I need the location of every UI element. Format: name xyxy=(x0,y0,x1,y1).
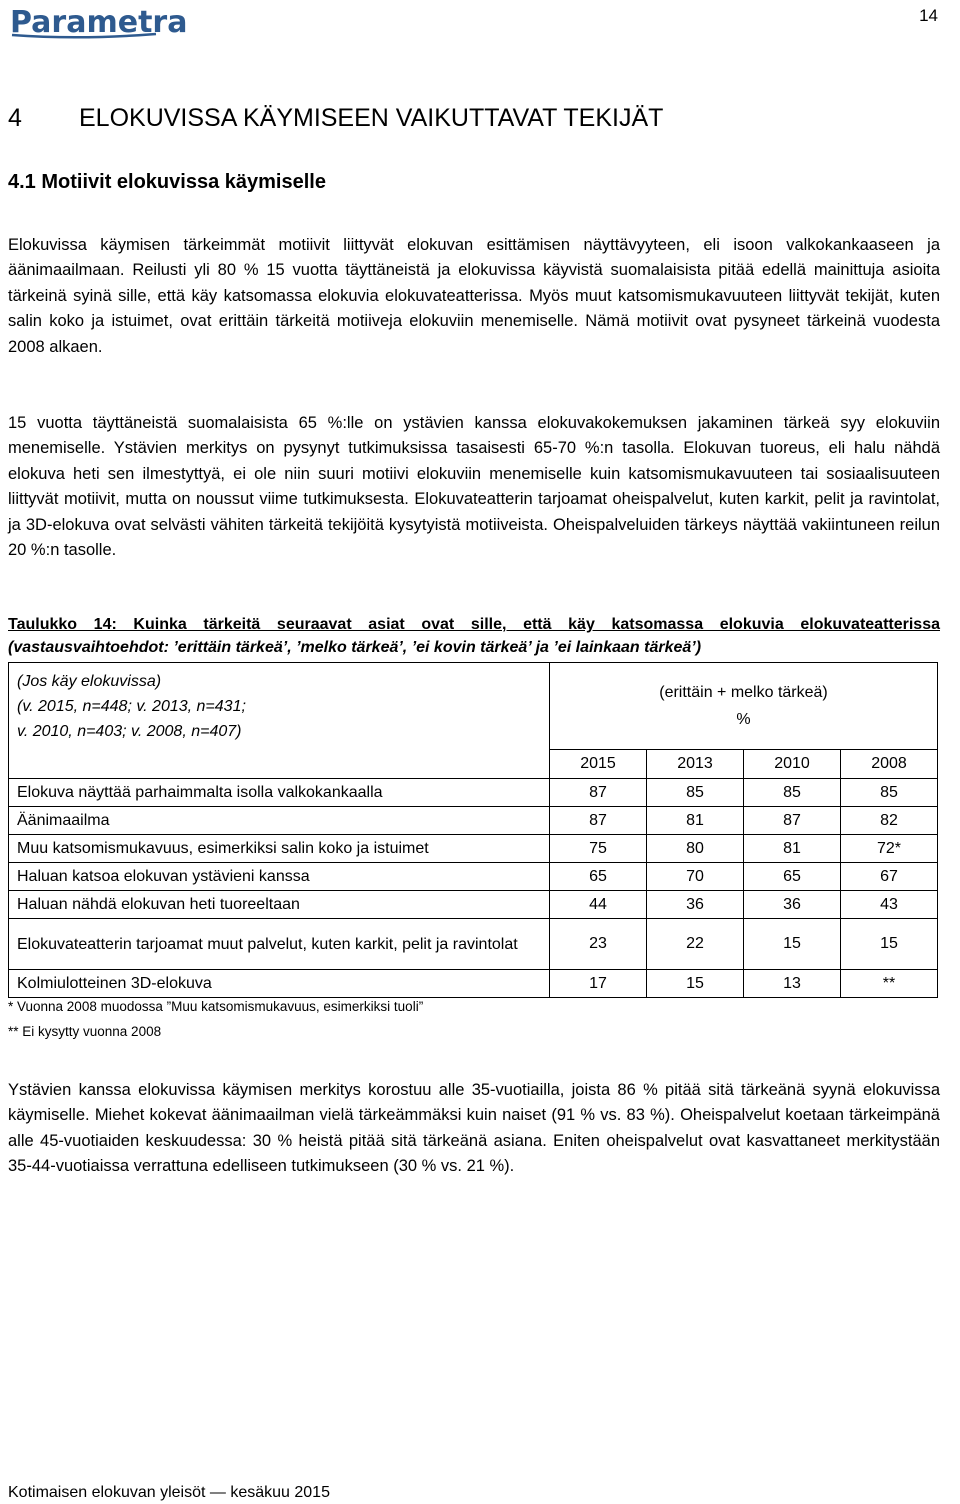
page-number: 14 xyxy=(919,6,938,25)
row-value: 81 xyxy=(647,807,744,835)
row-value: 13 xyxy=(744,970,841,998)
row-value: 36 xyxy=(744,891,841,919)
row-value: 17 xyxy=(550,970,647,998)
row-value: 85 xyxy=(744,779,841,807)
parametra-logo-mark xyxy=(10,4,188,40)
row-value: 75 xyxy=(550,835,647,863)
section-heading xyxy=(8,104,663,133)
table-footnote-2: ** Ei kysytty vuonna 2008 xyxy=(8,1024,162,1039)
table-row xyxy=(9,863,938,891)
table-caption-options: (vastausvaihtoehdot: ’erittäin tärkeä’, ’melko tärkeä’, ’ei kovin tärkeä’ ja ’ei lainkaan tärkeä’) xyxy=(8,639,702,656)
row-label: Kolmiulotteinen 3D-elokuva xyxy=(9,970,550,998)
row-value: 23 xyxy=(550,919,647,970)
year-header: 2013 xyxy=(647,750,744,779)
metric-unit: % xyxy=(736,711,751,728)
row-value: 81 xyxy=(744,835,841,863)
row-label: Haluan katsoa elokuvan ystävieni kanssa xyxy=(9,863,550,891)
section-number: 4 xyxy=(8,104,22,132)
table-years-row xyxy=(9,750,938,779)
meta-line-3: v. 2010, n=403; v. 2008, n=407) xyxy=(17,722,242,740)
row-value: 44 xyxy=(550,891,647,919)
table-footnote-1: * Vuonna 2008 muodossa ”Muu katsomismukavuus, esimerkiksi tuoli” xyxy=(8,999,424,1014)
table-row xyxy=(9,835,938,863)
row-value: 15 xyxy=(744,919,841,970)
row-label: Äänimaailma xyxy=(9,807,550,835)
row-label: Haluan nähdä elokuvan heti tuoreeltaan xyxy=(9,891,550,919)
table-row xyxy=(9,970,938,998)
year-header: 2010 xyxy=(744,750,841,779)
motives-table xyxy=(8,662,938,998)
table-row xyxy=(9,891,938,919)
body-paragraph-3: Ystävien kanssa elokuvissa käymisen merkitys korostuu alle 35-vuotiailla, joista 86 % pitää sitä tärkeänä syynä elokuvissa käymiselle. Miehet kokevat äänimaailman vielä tärkeämmäksi kuin naiset (91 % vs. 83 %). Oheispalvelut koetaan tärkeimpänä alle 45-vuotiaiden keskuudessa: 30 % heistä pitää sitä tärkeänä asiana. Eniten oheispalvelut ovat kasvattaneet merkitystään 35-44-vuotiaissa verrattuna edelliseen tutkimukseen (30 % vs. 21 %). xyxy=(8,1081,940,1176)
table-metric-cell xyxy=(550,663,938,750)
row-value: 85 xyxy=(647,779,744,807)
row-value: 67 xyxy=(841,863,938,891)
row-value: 22 xyxy=(647,919,744,970)
row-value: 36 xyxy=(647,891,744,919)
row-value: 82 xyxy=(841,807,938,835)
years-blank-cell xyxy=(9,750,550,779)
row-value: 87 xyxy=(550,779,647,807)
row-value: 80 xyxy=(647,835,744,863)
subsection-heading: 4.1 Motiivit elokuvissa käymiselle xyxy=(8,171,326,193)
row-label: Elokuvateatterin tarjoamat muut palvelut, kuten karkit, pelit ja ravintolat xyxy=(9,919,550,970)
table-row xyxy=(9,807,938,835)
row-value: 72* xyxy=(841,835,938,863)
row-value: 85 xyxy=(841,779,938,807)
page-footer: Kotimaisen elokuvan yleisöt — kesäkuu 2015 xyxy=(8,1484,330,1501)
table-caption-title: Taulukko 14: Kuinka tärkeitä seuraavat asiat ovat sille, että käy katsomassa elokuvia elokuvateatterissa xyxy=(8,616,940,633)
row-value: 65 xyxy=(550,863,647,891)
row-label: Muu katsomismukavuus, esimerkiksi salin koko ja istuimet xyxy=(9,835,550,863)
year-header: 2015 xyxy=(550,750,647,779)
row-value: 70 xyxy=(647,863,744,891)
parametra-logo xyxy=(10,4,188,40)
row-label: Elokuva näyttää parhaimmalta isolla valkokankaalla xyxy=(9,779,550,807)
table-header-row xyxy=(9,663,938,750)
body-paragraph-1: Elokuvissa käymisen tärkeimmät motiivit liittyvät elokuvan esittämisen näyttävyyteen, eli isoon valkokankaaseen ja äänimaailmaan. Reilusti yli 80 % 15 vuotta täyttäneistä ja elokuvissa käyvistä suomalaisista pitää edellä mainittuja asioita tärkeinä syinä sille, että käy katsomassa elokuvia elokuvateatterissa. Myös muut katsomismukavuuteen liittyvät tekijät, kuten salin koko ja istuimet, ovat erittäin tärkeitä motiiveja elokuviin menemiselle. Nämä motiivit ovat pysyneet tärkeinä vuodesta 2008 alkaen. xyxy=(8,236,940,356)
metric-label: (erittäin + melko tärkeä) xyxy=(659,684,828,701)
table-caption xyxy=(8,613,940,659)
row-value: 87 xyxy=(744,807,841,835)
row-value: ** xyxy=(841,970,938,998)
body-paragraph-2: 15 vuotta täyttäneistä suomalaisista 65 %:lle on ystävien kanssa elokuvakokemuksen jakaminen tärkeä syy elokuviin menemiselle. Ystävien merkitys on pysynyt tutkimuksissa tasaisesti 65-70 %:n tasolla. Elokuvan tuoreus, eli halu nähdä elokuva heti sen ilmestyttyä, ei ole niin suuri motiivi elokuviin menemiselle kuin katsomismukavuuteen tai sosiaalisuuteen liittyvät motiivit, mutta on noussut viime tutkimuksesta. Elokuvateatterin tarjoamat oheispalvelut, kuten karkit, pelit ja ravintolat, ja 3D-elokuva ovat selvästi vähiten tärkeitä tekijöitä kysytyistä motiiveista. Oheispalveluiden tärkeys näyttää vakiintuneen reilun 20 %:n tasolle. xyxy=(8,414,940,560)
table-row xyxy=(9,919,938,970)
table-row xyxy=(9,779,938,807)
row-value: 65 xyxy=(744,863,841,891)
row-value: 87 xyxy=(550,807,647,835)
section-title: ELOKUVISSA KÄYMISEEN VAIKUTTAVAT TEKIJÄT xyxy=(79,104,664,132)
row-value: 15 xyxy=(647,970,744,998)
year-header: 2008 xyxy=(841,750,938,779)
meta-line-2: (v. 2015, n=448; v. 2013, n=431; xyxy=(17,697,246,715)
logo-wordmark: Parametra xyxy=(10,5,188,40)
table-meta-cell xyxy=(9,663,550,750)
row-value: 43 xyxy=(841,891,938,919)
meta-line-1: (Jos käy elokuvissa) xyxy=(17,672,162,690)
row-value: 15 xyxy=(841,919,938,970)
